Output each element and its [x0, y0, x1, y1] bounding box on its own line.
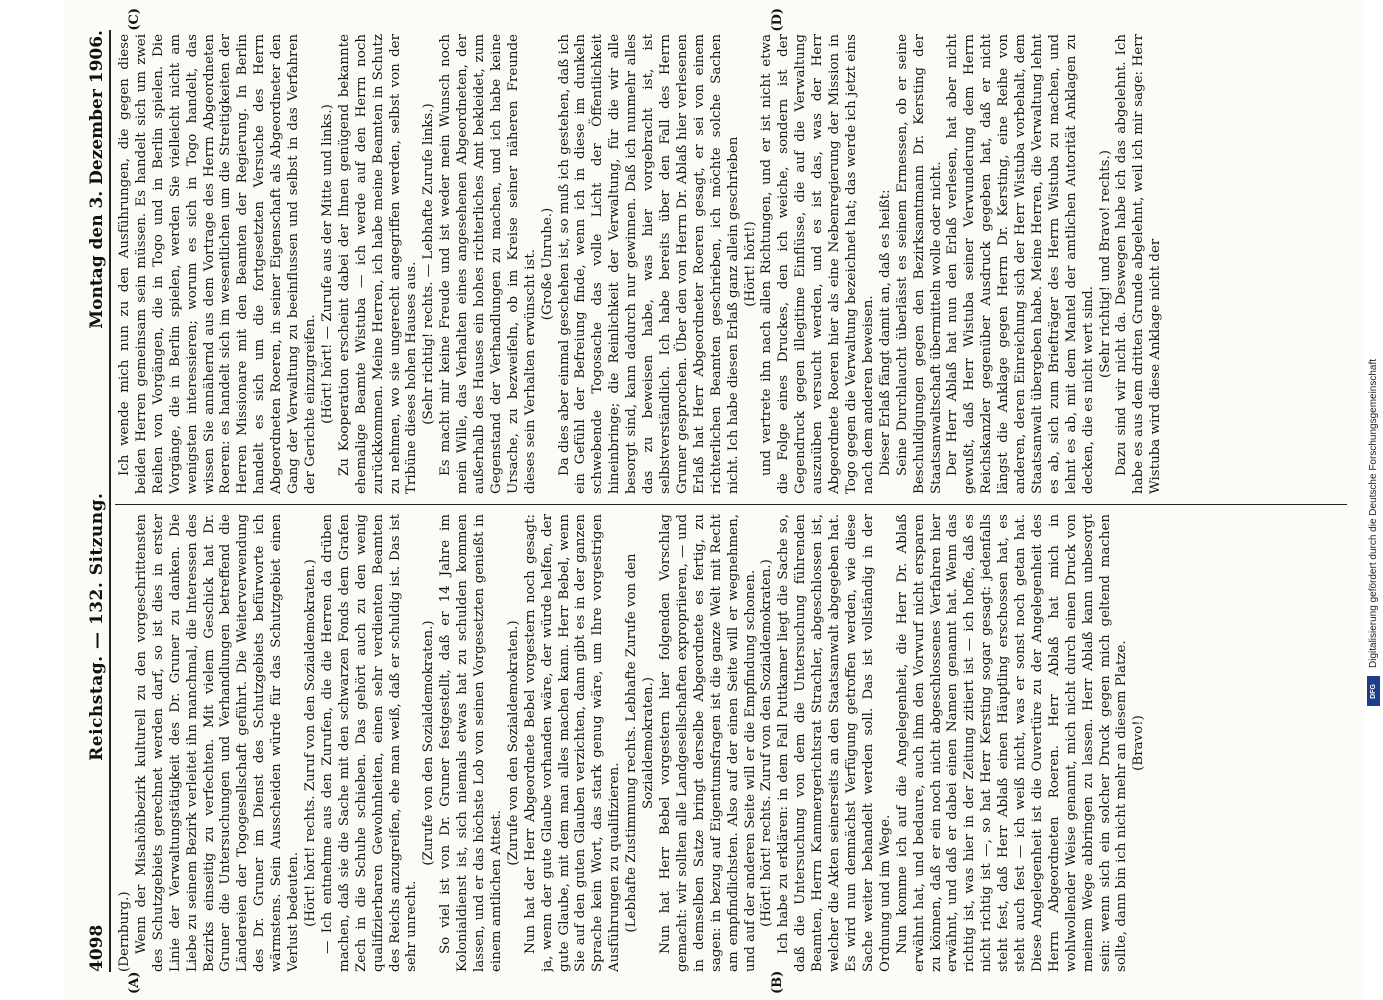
- interjection: (Hört! hört! — Zurufe aus der Mitte und links.): [319, 104, 335, 424]
- page-number: 4098: [87, 924, 107, 972]
- margin-marker-a: (A): [127, 971, 142, 994]
- paragraph: Dazu sind wir nicht da. Deswegen habe ich das abgelehnt. Ich habe es aus dem dritten Grunde abgelehnt, weil ich mir sage: Herr Wistuba wird diese Anklage nicht der: [1114, 34, 1164, 494]
- paragraph: und vertrete ihn nach allen Richtungen, und er ist nicht etwa die Folge eines Druckes, den ich weiche, sondern ist der Gegendruck gegen illegitime Einflüsse, die auf die Verwaltung auszuüben versucht werden, und es ist das, was der Herr Abgeordnete Roeren hier als eine Nebenregierung der Mission in Togo gegen die Verwaltung bezeichnet hat; das werde ich jetzt eins nach dem anderen beweisen.: [759, 34, 876, 494]
- interjection: (Lebhafte Zustimmung rechts. Lebhafte Zurufe von den Sozialdemokraten.): [624, 553, 657, 933]
- paragraph: — Ich entnehme aus den Zurufen, die die Herren da drüben machen, daß sie die Sache mit den schwarzen Fonds dem Grafen Zech in die Schuhe schieben. Das gehört auch zu den wenig qualifizierbaren Gewohnheiten, einen sehr verdienten Beamten des Reichs anzugreifen, ehe man weiß, daß er schuldig ist. Das ist sehr unrecht.: [319, 514, 420, 972]
- rotated-document-page: [65, 0, 1365, 1000]
- paragraph: Wenn der Misahöhbezirk kulturell zu den vorgeschrittensten des Schutzgebiets gerechnet werden darf, so ist dies in erster Linie der Verwaltungstätigkeit des Dr. Gruner zu danken. Die Liebe zu seinem Bezirk verleitet ihn manchmal, die Interessen des Bezirks einseitig zu verfechten. Mit vielem Geschick hat Dr. Gruner die Untersuchungen und Verhandlungen betreffend die Ländereien der Togogesellschaft geführt. Die Weiterverwendung des Dr. Gruner im Dienst des Schutzgebiets befürworte ich wärmstens. Sein Ausscheiden würde für das Schutzgebiet einen Verlust bedeuten.: [133, 514, 302, 972]
- paragraph: Der Herr Ablaß hat nun den Erlaß verlesen, hat aber nicht gewußt, daß Herr Wistuba seiner Verwunderung dem Herrn Reichskanzler gegenüber Ausdruck gegeben hat, daß er nicht längst die Anklage gegen Herrn Dr. Kersting, eine Reihe von anderen, deren Einreichung sich der Herr Wistuba vorbehalt, dem Staatsanwalt übergeben habe. Meine Herren, die Verwaltung lehnt es ab, sich zum Briefträger des Herrn Wistuba zu machen, und lehnt es ab, mit dem Mantel der amtlichen Autorität Anklagen zu decken, die es nicht wert sind.: [945, 34, 1096, 494]
- paragraph: Nun hat der Herr Abgeordnete Bebel vorgestern noch gesagt: ja, wenn der gute Glaube vorhanden wäre, der würde helfen, der gute Glaube, mit dem man alles machen kann. Herr Bebel, wenn Sie auf den guten Glauben verzichten, dann gibt es in der ganzen Sprache kein Wort, das stark genug wäre, um Ihre vorgestrigen Ausführungen zu qualifizieren.: [522, 514, 623, 972]
- paragraph: Nun komme ich auf die Angelegenheit, die Herr Dr. Ablaß erwähnt hat, und bedaure, auch ihm den Vorwurf nicht ersparen zu können, daß er ein noch nicht abgeschlossenes Verfahren hier erwähnt, und daß er dabei einen Namen genannt hat. Wenn das richtig ist, was hier in der Zeitung zitiert ist — ich hoffe, daß es nicht richtig ist —, so hat Herr Kersting sogar gesagt: jedenfalls steht fest, daß Herr Ablaß einen Häuptling erschossen hat, es steht auch fest — ich weiß nicht, was er sonst noch getan hat. Diese Angelegenheit ist die Ouvertüre zu der Angelegenheit des Herrn Abgeordneten Roeren. Herr Ablaß hat mich in wohlwollender Weise genannt, mich nicht durch einen Druck von meinem Wege abbringen zu lassen. Herr Ablaß kann unbesorgt sein: wenn sich ein solcher Druck gegen mich geltend machen sollte, dann bin ich nicht mehr an diesem Platze.: [894, 514, 1130, 972]
- interjection: (Sehr richtig! und Bravo! rechts.): [1097, 149, 1113, 379]
- dfg-logo-text: DFG: [1370, 683, 1377, 699]
- interjection: (Sehr richtig! rechts. — Lebhafte Zurufe links.): [421, 103, 437, 425]
- interjection: (Große Unruhe.): [539, 207, 555, 321]
- interjection: (Hört! hört! rechts. Zuruf von den Sozialdemokraten.): [759, 559, 775, 927]
- speaker-label: (Dernburg.): [117, 891, 132, 972]
- digitization-credit: Digitalisierung gefördert durch die Deutsche Forschungsgemeinschaft: [1368, 358, 1379, 668]
- interjection: (Hört! hört! rechts. Zuruf von den Sozialdemokraten.): [302, 559, 318, 927]
- interjection: (Zurufe von den Sozialdemokraten.): [505, 620, 521, 866]
- margin-marker-c: (C): [127, 8, 142, 31]
- quoted-passage: Seine Durchlaucht überlässt es seinem Ermessen, ob er seine Beschuldigungen gegen den Bezirksamtmann Dr. Kersting der Staatsanwaltschaft übermitteln wolle oder nicht.: [894, 34, 944, 494]
- margin-marker-b: (B): [770, 970, 785, 994]
- margin-marker-d: (D): [770, 8, 785, 32]
- interjection: (Hört! hört!): [742, 221, 758, 307]
- paragraph: Nun hat Herr Bebel vorgestern hier folgenden Vorschlag gemacht: wir sollten alle Landgesellschaften expropriieren, — und in demselben Satze bringt derselbe Abgeordnete es fertig, zu sagen: in bezug auf Eigentumsfragen ist die ganze Welt mit Recht am empfindlichsten. Also auf der einen Seite will er wegnehmen, und auf der anderen Seite will er die Empfindung schonen.: [658, 514, 758, 972]
- session-title: Reichstag. — 132. Sitzung.: [87, 492, 107, 761]
- interjection: (Bravo!): [1131, 715, 1147, 771]
- paragraph: Dieser Erlaß fängt damit an, daß es heißt:: [877, 189, 893, 476]
- paragraph: Ich habe zu erklären: in dem Fall Puttkamer liegt die Sache so, daß die Untersuchung von dem die Untersuchung führenden Beamten, Herrn Kammergerichtsrat Strachler, abgeschlossen ist, welcher die Akten seinerseits an den Staatsanwalt abgegeben hat. Es wird nun demnächst Verfügung getroffen werden, wie diese Sache weiter behandelt werden soll. Das ist vollständig in der Ordnung und im Wege.: [776, 514, 893, 972]
- paragraph: Da dies aber einmal geschehen ist, so muß ich gestehen, daß ich ein Gefühl der Befreiung finde, wenn ich in diese im dunkeln schwebende Togosache das volle Licht der Öffentlichkeit hineinbringe; die Reinlichkeit der Verwaltung, für die wir alle besorgt sind, kann dadurch nur gewinnen. Daß ich nunmehr alles das zu beweisen habe, was hier vorgebracht ist, ist selbstverständlich. Ich habe bereits über den Fall des Herrn Gruner gesprochen. Über den von Herrn Dr. Ablaß hier verlesenen Erlaß hat Herr Abgeordneter Roeren gesagt, er sei von einem richterlichen Beamten geschrieben, ich möchte solche Sachen nicht. Ich habe diesen Erlaß ganz allein geschrieben: [556, 34, 741, 494]
- paragraph: Zu Kooperation erscheint dabei der Ihnen genügend bekannte ehemalige Beamte Wistuba — ich werde auf den Herrn noch zurückkommen. Meine Herren, ich habe meine Beamten in Schutz zu nehmen, wo sie ungerecht angegriffen werden, selbst von der Tribüne dieses hohen Hauses aus.: [336, 34, 420, 494]
- page-header: [77, 30, 107, 972]
- paragraph: Es macht mir keine Freude und ist weder mein Wunsch noch mein Wille, das Verhalten eines angesehenen Abgeordneten, der außerhalb des Hauses ein hohes richterliches Amt bekleidet, zum Gegenstand der Verhandlungen zu machen, und ich habe keine Ursache, zu bezweifeln, ob im Kreise seiner näheren Freunde dieses sein Verhalten erwünscht ist.: [438, 34, 538, 494]
- header-rule: [109, 30, 111, 972]
- interjection: (Zurufe von den Sozialdemokraten.): [421, 620, 437, 866]
- dfg-logo: [1367, 676, 1380, 706]
- paragraph: Ich wende mich nun zu den Ausführungen, die gegen diese beiden Herren gemeinsam sein müssen. Es handelt sich um zwei Reihen von Vorgängen, die in Togo und in Berlin spielen. Die Vorgänge, die in Berlin spielen, werden Sie vielleicht nicht am wenigsten interessieren; worum es sich in Togo handelt, das wissen Sie annähernd aus dem Vortrage des Herrn Abgeordneten Roeren: es handelt sich im wesentlichen um die Streitigkeiten der Herren Missionare mit den Beamten der Regierung. In Berlin handelt es sich um die fortgesetzten Versuche des Herrn Abgeordneten Roeren, in seiner Eigenschaft als Abgeordneter den Gang der Verwaltung zu beeinflussen und selbst in das Verfahren der Gerichte einzugreifen.: [117, 34, 318, 494]
- column-divider: [115, 504, 1347, 505]
- left-text-column: [117, 514, 1351, 972]
- right-text-column: [117, 34, 1351, 494]
- paragraph: So viel ist von Dr. Gruner festgestellt, daß er 14 Jahre im Kolonialdienst ist, sich niemals etwas hat zu schulden kommen lassen, und er das höchste Lob von seinen Vorgesetzten genießt in einem amtlichen Attest.: [438, 514, 504, 972]
- session-date: Montag den 3. Dezember 1906.: [87, 30, 107, 329]
